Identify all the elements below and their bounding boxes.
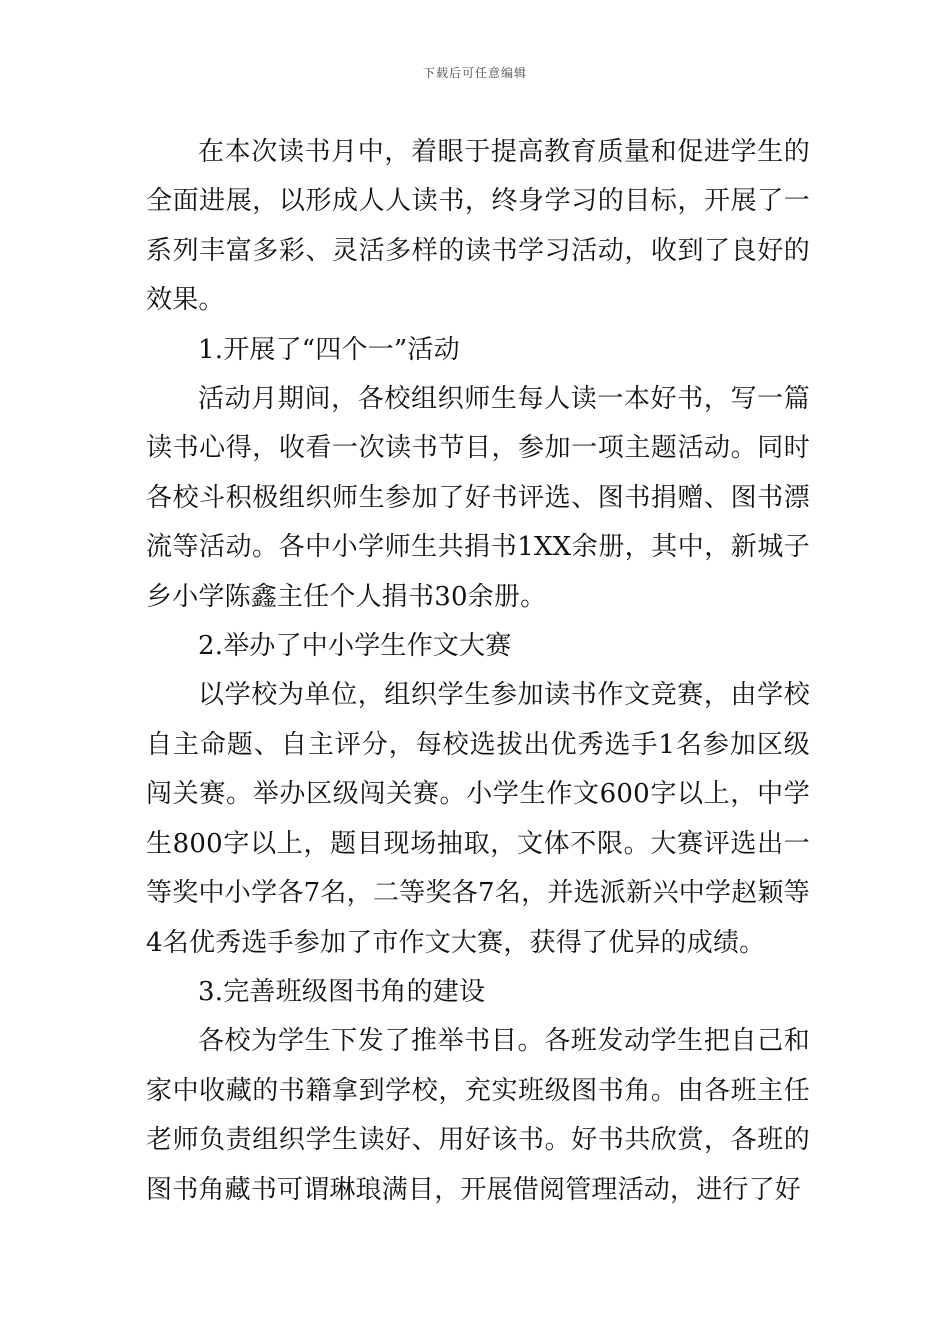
section-paragraph-3: 各校为学生下发了推举书目。各班发动学生把自己和家中收藏的书籍拿到学校，充实班级图书角。由各班主任老师负责组织学生读好、用好该书。好书共欣赏，各班的图书角藏书可谓琳琅满目，开展借阅管理活动，进行了好 (146, 1026, 810, 1205)
section-heading-3: 3.完善班级图书角的建设 (198, 976, 486, 1007)
section-paragraph-1: 活动月期间，各校组织师生每人读一本好书，写一篇读书心得，收看一次读书节目，参加一项主题活动。同时各校斗积极组织师生参加了好书评选、图书捐赠、图书漂流等活动。各中小学师生共捐书1XX余册，其中，新城子乡小学陈鑫主任个人捐书30余册。 (146, 384, 810, 612)
section-heading-2: 2.举办了中小学生作文大赛 (198, 631, 512, 662)
section-heading-1: 1.开展了“四个一”活动 (198, 334, 460, 365)
intro-paragraph: 在本次读书月中，着眼于提高教育质量和促进学生的全面进展，以形成人人读书，终身学习的目标，开展了一系列丰富多彩、灵活多样的读书学习活动，收到了良好的效果。 (146, 137, 810, 316)
document-body (146, 128, 810, 1215)
section-paragraph-2: 以学校为单位，组织学生参加读书作文竞赛，由学校自主命题、自主评分，每校选拔出优秀选手1名参加区级闯关赛。举办区级闯关赛。小学生作文600字以上，中学生800字以上，题目现场抽取，文体不限。大赛评选出一等奖中小学各7名，二等奖各7名，并选派新兴中学赵颖等4名优秀选手参加了市作文大赛，获得了优异的成绩。 (146, 680, 810, 958)
page-header-note: 下载后可任意编辑 (422, 66, 527, 80)
